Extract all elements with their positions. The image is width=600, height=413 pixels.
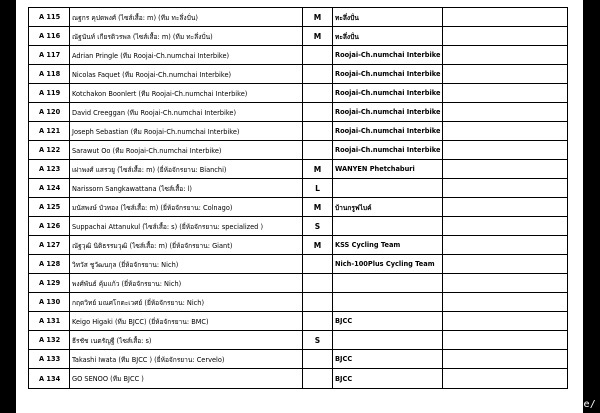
cell-code: A 130 <box>39 298 61 306</box>
cell-code: A 123 <box>39 165 61 173</box>
cell-empty <box>442 331 567 349</box>
cell-empty <box>442 27 567 45</box>
cell-empty <box>442 274 567 292</box>
cell-code: A 125 <box>39 203 61 211</box>
cell-team: Roojai-Ch.numchai Interbike <box>332 84 442 102</box>
cell-team: BJCC <box>332 312 442 330</box>
cell-name: ณัฐนันท์ เกียรติวรพล (ไซส์เสื้อ: m) (ทีม ทะลึ่งปั่น) <box>69 27 302 45</box>
cell-shirt-size <box>302 84 332 102</box>
cell-team <box>332 217 442 235</box>
table-row <box>29 160 567 179</box>
cell-team: Roojai-Ch.numchai Interbike <box>332 141 442 159</box>
cell-shirt-size: M <box>302 160 332 178</box>
cell-shirt-size: S <box>302 217 332 235</box>
table-row <box>29 84 567 103</box>
cell-empty <box>442 369 567 388</box>
table-row <box>29 27 567 46</box>
cell-name: ณัฐวุฒิ นิติธรรมวุฒิ (ไซส์เสื้อ: m) (ยี่ห้อจักรยาน: Giant) <box>69 236 302 254</box>
cell-shirt-size <box>302 46 332 64</box>
cell-shirt-size <box>302 312 332 330</box>
cell-shirt-size <box>302 350 332 368</box>
cell-code: A 134 <box>39 374 61 383</box>
cell-team: BJCC <box>332 369 442 388</box>
cell-code: A 118 <box>39 70 61 78</box>
cell-empty <box>442 217 567 235</box>
cell-team <box>332 331 442 349</box>
table-row <box>29 179 567 198</box>
table-row <box>29 350 567 369</box>
cell-empty <box>442 141 567 159</box>
cell-shirt-size <box>302 65 332 83</box>
cell-code: A 128 <box>39 260 61 268</box>
cell-name: Nicolas Faquet (ทีม Roojai-Ch.numchai Interbike) <box>69 65 302 83</box>
cell-team: Roojai-Ch.numchai Interbike <box>332 46 442 64</box>
cell-code: A 132 <box>39 336 61 344</box>
cell-empty <box>442 255 567 273</box>
cell-team: Roojai-Ch.numchai Interbike <box>332 122 442 140</box>
cell-team <box>332 179 442 197</box>
table-row <box>29 217 567 236</box>
cell-empty <box>442 312 567 330</box>
cell-code: A 131 <box>39 317 61 325</box>
cell-name: Suppachai Attanukul (ไซส์เสื้อ: s) (ยี่ห้อจักรยาน: specialized ) <box>69 217 302 235</box>
cell-shirt-size: M <box>302 27 332 45</box>
table-row <box>29 331 567 350</box>
document-page <box>16 0 583 413</box>
table-row <box>29 122 567 141</box>
cell-shirt-size: M <box>302 8 332 26</box>
cell-empty <box>442 103 567 121</box>
cell-shirt-size: M <box>302 236 332 254</box>
cell-name: มนัสพงษ์ บัวทอง (ไซส์เสื้อ: m) (ยี่ห้อจักรยาน: Colnago) <box>69 198 302 216</box>
cell-code: A 119 <box>39 89 61 97</box>
table-row <box>29 103 567 122</box>
cell-code: A 121 <box>39 127 61 135</box>
table-row <box>29 312 567 331</box>
image-watermark: [1080x710] https://upic.me/ <box>428 399 596 410</box>
cell-name: วิทวัส ชูวัฒนกุล (ยี่ห้อจักรยาน: Nich) <box>69 255 302 273</box>
table-row <box>29 198 567 217</box>
cell-empty <box>442 236 567 254</box>
cell-team: Nich-100Plus Cycling Team <box>332 255 442 273</box>
cell-empty <box>442 350 567 368</box>
cell-shirt-size <box>302 141 332 159</box>
cell-code: A 126 <box>39 222 61 230</box>
table-row <box>29 46 567 65</box>
cell-team: Roojai-Ch.numchai Interbike <box>332 65 442 83</box>
cell-empty <box>442 46 567 64</box>
cell-name: Keigo Higaki (ทีม BJCC) (ยี่ห้อจักรยาน: BMC) <box>69 312 302 330</box>
cell-empty <box>442 84 567 102</box>
table-row <box>29 236 567 255</box>
table-row <box>29 274 567 293</box>
cell-shirt-size: L <box>302 179 332 197</box>
cell-shirt-size <box>302 369 332 388</box>
table-row <box>29 141 567 160</box>
cell-code: A 120 <box>39 108 61 116</box>
table-row <box>29 293 567 312</box>
cell-code: A 133 <box>39 355 61 363</box>
cell-team: KSS Cycling Team <box>332 236 442 254</box>
cell-empty <box>442 160 567 178</box>
cell-team: Roojai-Ch.numchai Interbike <box>332 103 442 121</box>
table-row <box>29 255 567 274</box>
cell-team: ทะลึ่งปั่น <box>332 27 442 45</box>
cell-name: David Creeggan (ทีม Roojai-Ch.numchai Interbike) <box>69 103 302 121</box>
cell-name: เผ่าพงศ์ แสรวยู (ไซส์เสื้อ: m) (ยี่ห้อจักรยาน: Bianchi) <box>69 160 302 178</box>
cell-name: ณฐกร คุปตพงศ์ (ไซส์เสื้อ: m) (ทีม ทะลึ่งปั่น) <box>69 8 302 26</box>
cell-code: A 124 <box>39 184 61 192</box>
cell-name: Adrian Pringle (ทีม Roojai-Ch.numchai Interbike) <box>69 46 302 64</box>
cell-name: Kotchakon Boonlert (ทีม Roojai-Ch.numchai Interbike) <box>69 84 302 102</box>
cell-name: ธีรชัช เนตรัญฐี (ไซส์เสื้อ: s) <box>69 331 302 349</box>
participant-table <box>28 7 568 389</box>
cell-code: A 127 <box>39 241 61 249</box>
cell-name: กฤตวิทย์ มณศโกตะเวศย์ (ยี่ห้อจักรยาน: Nich) <box>69 293 302 311</box>
cell-code: A 122 <box>39 146 61 154</box>
cell-empty <box>442 293 567 311</box>
cell-shirt-size <box>302 255 332 273</box>
cell-team: WANYEN Phetchaburi <box>332 160 442 178</box>
cell-shirt-size <box>302 103 332 121</box>
table-row <box>29 369 567 388</box>
cell-code: A 116 <box>39 32 61 40</box>
cell-code: A 117 <box>39 51 61 59</box>
cell-empty <box>442 8 567 26</box>
cell-empty <box>442 122 567 140</box>
cell-name: GO SENOO (ทีม BJCC ) <box>69 369 302 388</box>
cell-shirt-size: M <box>302 198 332 216</box>
cell-team <box>332 274 442 292</box>
cell-team <box>332 293 442 311</box>
cell-code: A 115 <box>39 13 61 21</box>
cell-name: Joseph Sebastian (ทีม Roojai-Ch.numchai Interbike) <box>69 122 302 140</box>
cell-shirt-size: S <box>302 331 332 349</box>
cell-empty <box>442 179 567 197</box>
cell-name: พงศ์พันธ์ คุ้มแก้ว (ยี่ห้อจักรยาน: Nich) <box>69 274 302 292</box>
cell-empty <box>442 198 567 216</box>
cell-team: บ้านกรูฟไบค์ <box>332 198 442 216</box>
cell-shirt-size <box>302 274 332 292</box>
cell-shirt-size <box>302 122 332 140</box>
table-row <box>29 65 567 84</box>
cell-code: A 129 <box>39 279 61 287</box>
cell-empty <box>442 65 567 83</box>
cell-name: Sarawut Oo (ทีม Roojai-Ch.numchai Interbike) <box>69 141 302 159</box>
table-row <box>29 8 567 27</box>
cell-team: BJCC <box>332 350 442 368</box>
cell-shirt-size <box>302 293 332 311</box>
cell-team: ทะลึ่งปั่น <box>332 8 442 26</box>
cell-name: Narissorn Sangkawattana (ไซส์เสื้อ: l) <box>69 179 302 197</box>
cell-name: Takashi Iwata (ทีม BJCC ) (ยี่ห้อจักรยาน: Cervelo) <box>69 350 302 368</box>
